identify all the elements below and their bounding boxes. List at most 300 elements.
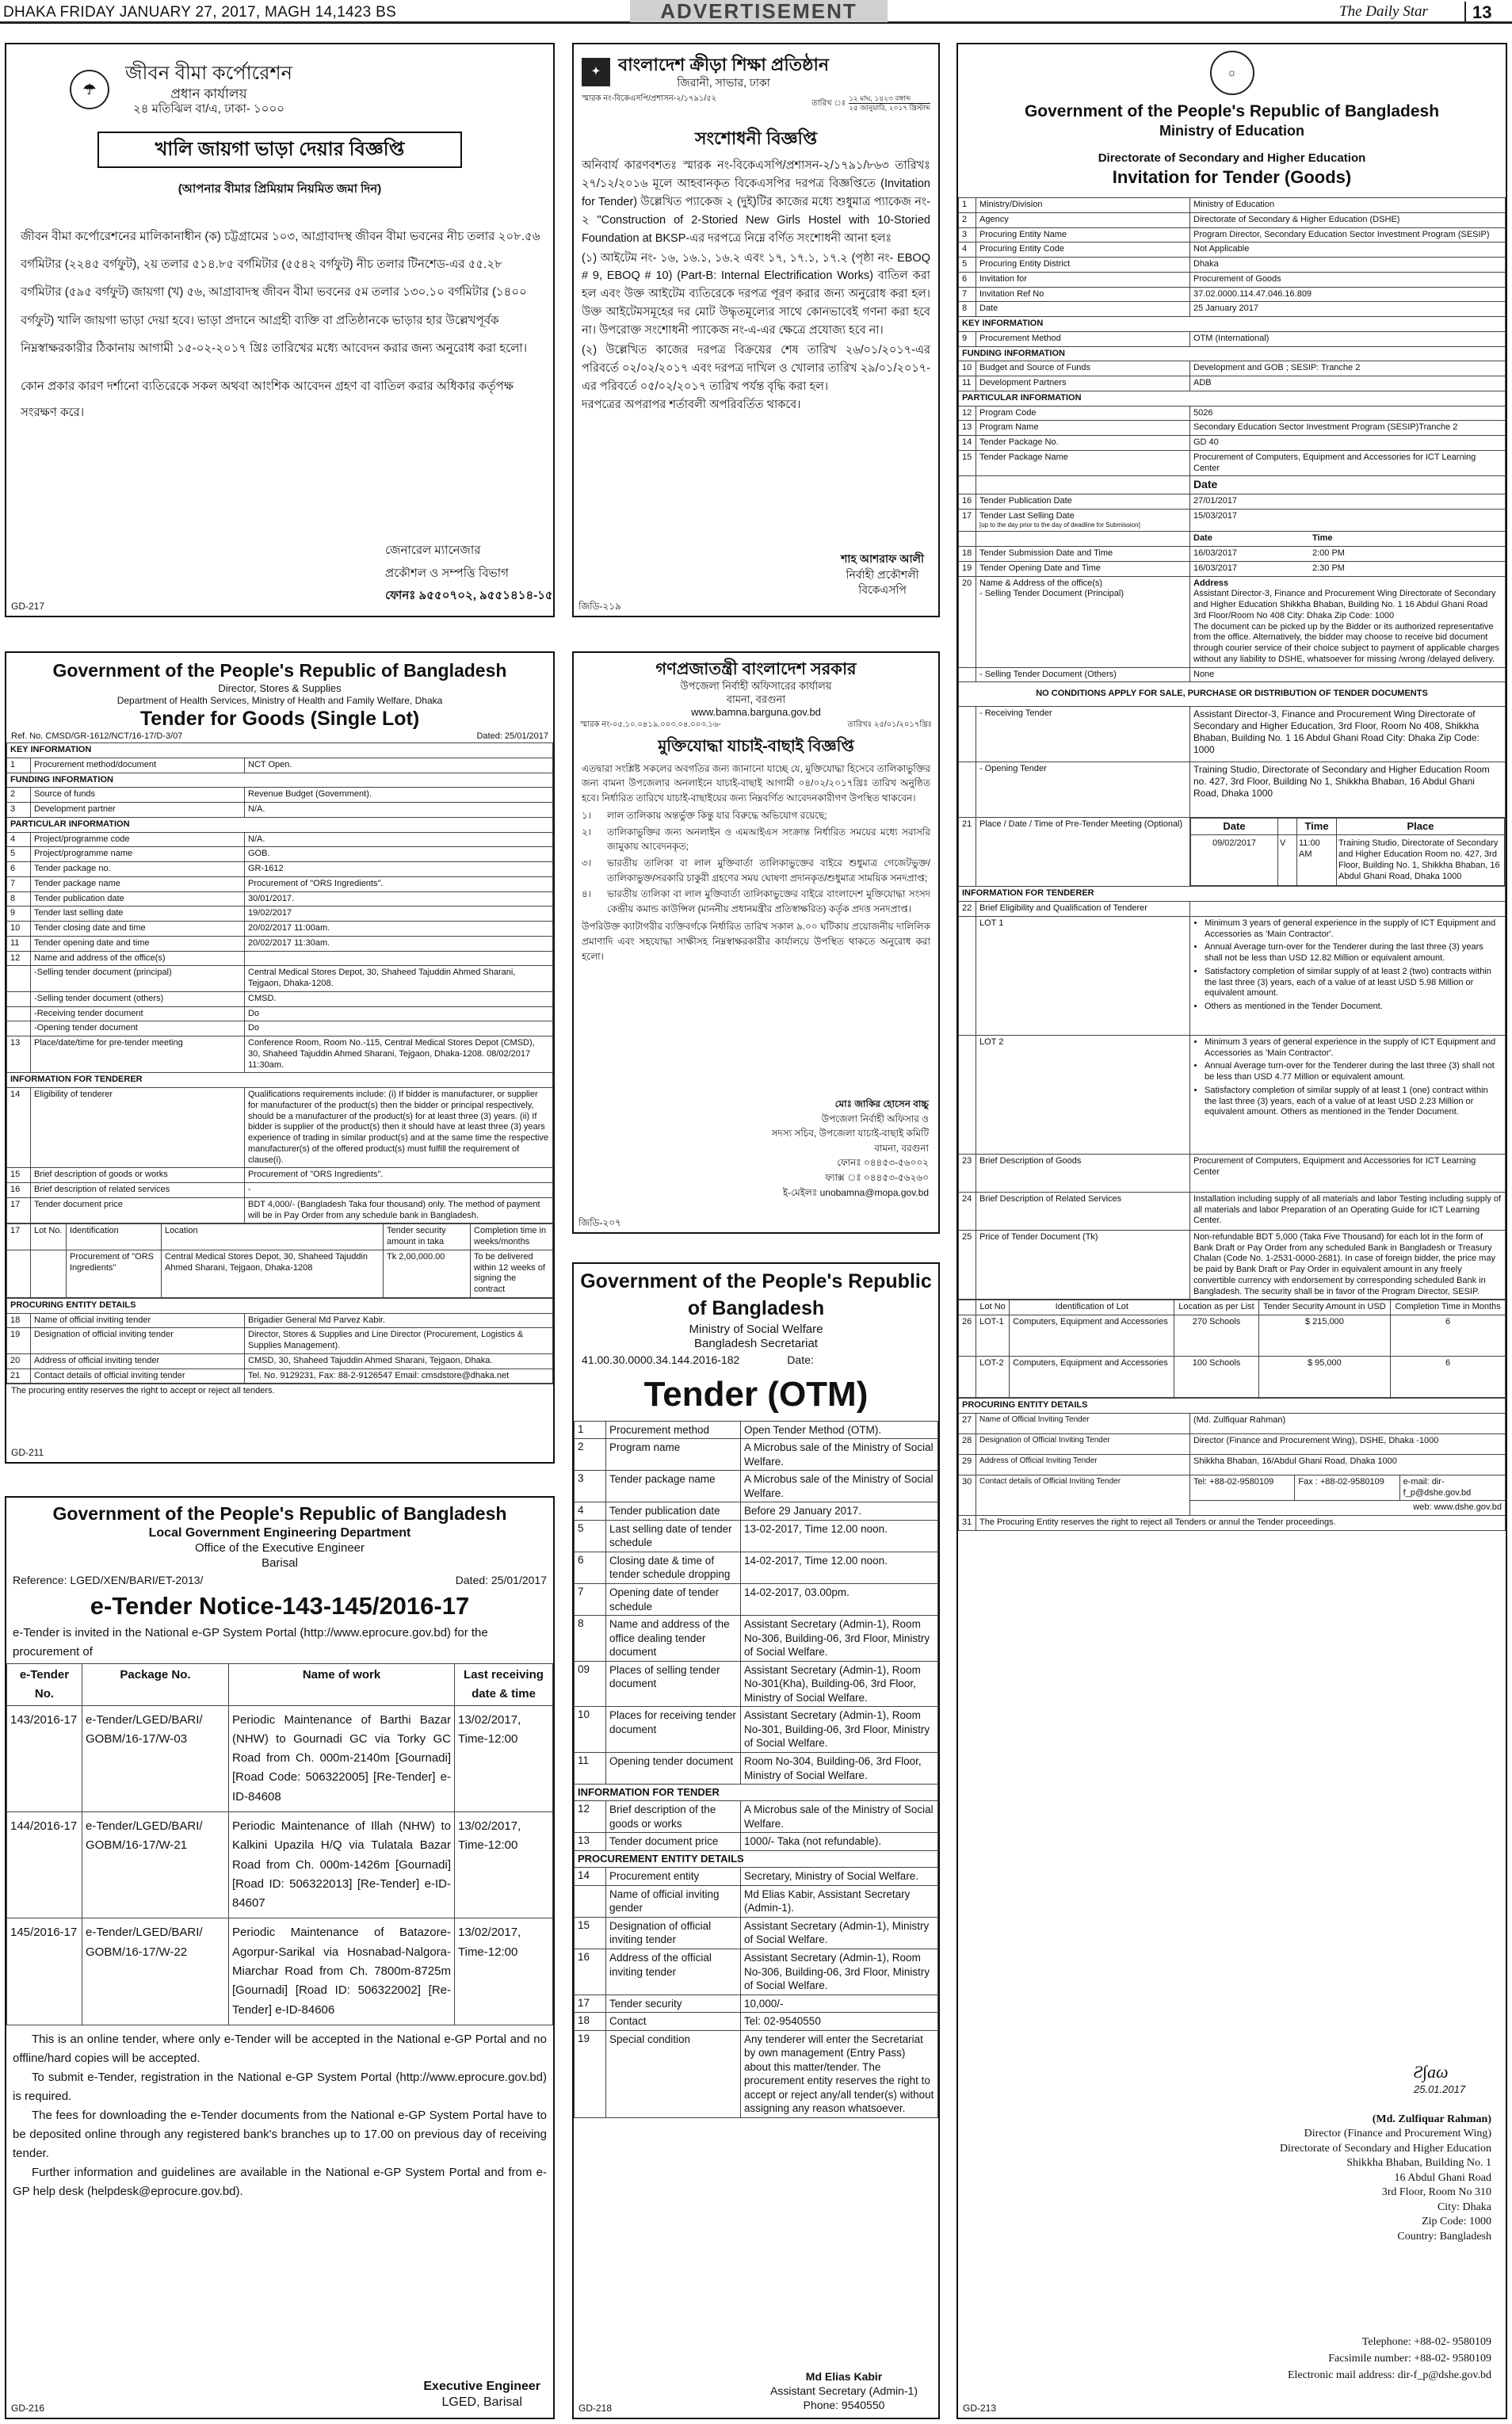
row-number: 8: [959, 302, 976, 317]
dshe-row: [959, 576, 1506, 667]
column-header: Name of work: [229, 1663, 455, 1705]
bar-outro: উপরিউক্ত ক্যাটাগরীর ব্যক্তিবর্গকে নির্ধারিত তারিখ সকাল ৯.০০ ঘটিকায় প্রয়োজনীয় দালিলিক প্রমাণাদি এবং সহযোদ্ধা সাক্ষীসহ নিম্নস্বাক্ষরকারীর কার্যালয়ে উপস্থিত থাকতে অনুরোধ করা হলো।: [582, 921, 930, 962]
cmsd-table-2: [6, 1298, 553, 1384]
row-number: 14: [7, 1088, 31, 1168]
row-value: Director (Finance and Procurement Wing), DSHE, Dhaka -1000: [1190, 1433, 1506, 1454]
dshe-row: [959, 762, 1506, 818]
lged-title: e-Tender Notice-143-145/2016-17: [90, 1591, 470, 1620]
item-text: তালিকাভুক্তির জন্য অনলাইন ও এমআইএস সংক্রান্ত নির্ধারিত সময়ের মধ্যে সরাসরি জামুকায় আবেদনকৃত;: [607, 826, 930, 853]
row-number: 8: [7, 891, 31, 907]
bksp-logo-icon: ✦: [582, 58, 610, 86]
section-heading: PARTICULAR INFORMATION: [7, 817, 553, 832]
table-cell: 143/2016-17: [7, 1705, 82, 1811]
bar-gov: গণপ্রজাতন্ত্রী বাংলাদেশ সরকার: [655, 660, 857, 678]
bksp-sign2: নির্বাহী প্রকৌশলী: [846, 567, 919, 581]
table-row: [7, 1168, 553, 1183]
row-value: Open Tender Method (OTM).: [741, 1421, 938, 1439]
row-key: Tender opening date and time: [31, 936, 245, 951]
bar-place: বামনা, বরগুনা: [726, 693, 786, 705]
signatory-line: ই-মেইলঃ unobamna@mopa.gov.bd: [782, 1186, 929, 1198]
dshe-dir: Directorate of Secondary and Higher Education: [1098, 151, 1366, 165]
row-key: Tender package name: [31, 876, 245, 891]
table-cell: 13/02/2017, Time-12:00: [455, 1705, 553, 1811]
bksp-date-label: তারিখ ঃ: [811, 98, 846, 108]
address-value: Assistant Director-3, Finance and Procurement Wing Directorate of Secondary and Higher Education Shikkha Bhaban, Building No. 1 16 Abdul Ghani Road 3rd Floor/Room No 408 City: Dhaka Zip Code: 1000: [1193, 589, 1496, 620]
row-number: 10: [575, 1707, 606, 1753]
row-number: 23: [959, 1154, 976, 1192]
dshe-row: [959, 707, 1506, 762]
lot-label: LOT 2: [976, 1035, 1190, 1154]
cmsd-ref: Ref. No. CMSD/GR-1612/NCT/16-17/D-3/07: [11, 731, 183, 742]
signatory-line: উপজেলা নির্বাহী অফিসার ও: [821, 1113, 929, 1124]
cmsd-dept: Department of Health Services, Ministry of Health and Family Welfare, Dhaka: [116, 695, 443, 706]
row-key: Designation of official inviting tender: [606, 1917, 741, 1949]
row-number: 2: [575, 1439, 606, 1471]
row-number: 18: [959, 547, 976, 562]
row-value: Do: [245, 1006, 553, 1021]
row-number: 21: [7, 1369, 31, 1384]
msw-sign2: Assistant Secretary (Admin-1): [770, 2384, 918, 2398]
table-row: [7, 991, 553, 1006]
dateline: DHAKA FRIDAY JANUARY 27, 2017, MAGH 14,1423 BS: [3, 4, 397, 21]
requirement-item: • Annual Average turn-over for the Tenderer during the last three (3) shall not be less than USD 4.77 Million or equivalent amount.: [1205, 1061, 1502, 1083]
table-cell: e-Tender/LGED/BARI/ GOBM/16-17/W-03: [82, 1705, 229, 1811]
row-key: Designation of official inviting tender: [31, 1328, 245, 1354]
bar-date: তারিখঃ ২৫/০১/২০১৭খ্রিঃ: [847, 720, 932, 729]
signatory-line: Shikkha Bhaban, Building No. 1: [1346, 2157, 1491, 2170]
row-number: [7, 991, 31, 1006]
pretender-header: [1191, 819, 1505, 835]
row-key: Price of Tender Document (Tk): [976, 1230, 1190, 1300]
cmsd-title: Tender for Goods (Single Lot): [139, 708, 420, 730]
row-number: 17: [959, 509, 976, 532]
page-header: [0, 0, 1512, 24]
row-key: Procurement Method: [976, 331, 1190, 346]
section-heading: FUNDING INFORMATION: [7, 773, 553, 788]
dshe-lot-row: [959, 916, 1506, 1035]
row-value: Qualifications requirements include: (i) If bidder is manufacturer, or supplier for manufacturer of the product(s) then the bidder or principal respectively, should be a manufacturer of the product(s) for at least three (3) years. (ii) If bidder is supplier of the product(s) then it should have at least three (3) years experience of trading in similar product(s) and at the same time the respective manufacturer(s) of the offered product(s) must fulfill the requirement of clause(i).: [245, 1088, 553, 1168]
dshe-row: [959, 287, 1506, 302]
row-number: 16: [7, 1183, 31, 1198]
row-value: Room No-304, Building-06, 3rd Floor, Ministry of Social Welfare.: [741, 1752, 938, 1784]
address-note: The document can be picked up by the Bidder or its authorized representative from the office. Alternatively, the bidder may choose to receive bid document through courier service of their choice subject to payment of applicable charges without any liability to DSHE, whatsoever for missing /wrong /delayed delivery.: [1193, 621, 1499, 664]
paragraph: This is an online tender, where only e-Tender will be accepted in the National e-GP Portal and no offline/hard copies will be accepted.: [13, 2032, 547, 2065]
row-number: 11: [959, 376, 976, 391]
dshe-sec-pe: [959, 1399, 1506, 1414]
row-number: 5: [7, 847, 31, 862]
blank-cell: [959, 1035, 976, 1154]
bar-ref: স্মারক নং-০৫.১০.০৪১৯.০০৩.০৪.০০৩.১৬-: [580, 720, 721, 729]
row-key: Address of official inviting tender: [31, 1353, 245, 1369]
dshe-row: [959, 1433, 1506, 1454]
row-value: Director, Stores & Supplies and Line Director (Procurement, Logistics & Supplies Management).: [245, 1328, 553, 1354]
row-key: -Opening tender document: [31, 1021, 245, 1036]
bar-web: www.bamna.barguna.gov.bd: [691, 705, 821, 718]
lot-header: Lot No.: [31, 1224, 67, 1250]
ad-dshe: [956, 43, 1507, 2419]
bksp-title: সংশোধনী বিজ্ঞপ্তি: [694, 128, 818, 148]
table-row: [575, 1752, 938, 1784]
date-subheader: Date: [1193, 533, 1212, 544]
row-value: A Microbus sale of the Ministry of Social Welfare.: [741, 1439, 938, 1471]
dshe-sec-key: [959, 317, 1506, 332]
row-number: 15: [7, 1168, 31, 1183]
row-key: Name and address of the office(s): [31, 951, 245, 966]
row-number: 7: [575, 1583, 606, 1615]
table-row: [7, 788, 553, 803]
blank-cell: [959, 476, 976, 494]
row-number: 5: [575, 1520, 606, 1552]
table-cell: e-Tender/LGED/BARI/ GOBM/16-17/W-21: [82, 1811, 229, 1918]
row-value: Directorate of Secondary & Higher Education (DSHE): [1190, 212, 1506, 227]
lged-dated: Dated: 25/01/2017: [455, 1574, 547, 1587]
time-subheader: Time: [1312, 533, 1333, 544]
lot-header: Identification of Lot: [1010, 1300, 1174, 1315]
dshe-row: [959, 547, 1506, 562]
row-key: [976, 576, 1190, 667]
table-row: [7, 1036, 553, 1073]
row-value: 30/01/2017.: [245, 891, 553, 907]
row-number: 14: [959, 436, 976, 451]
contact-web: web: www.dshe.gov.bd: [1190, 1500, 1505, 1515]
row-value: 20/02/2017 11:00am.: [245, 922, 553, 937]
gov-seal-icon: ☼: [1210, 51, 1254, 95]
place-value: Training Studio, Directorate of Secondary and Higher Education Room no. 427, 3rd Floor, Building No. 1, Shikkha Bhaban, 16 Abdul Ghani Road, Dhaka 1000: [1337, 835, 1505, 886]
row-key: Brief Description of Related Services: [976, 1192, 1190, 1230]
signatory-line: Zip Code: 1000: [1422, 2216, 1491, 2228]
row-number: 19: [7, 1328, 31, 1354]
row-value: 15/03/2017: [1190, 509, 1506, 532]
lot-header: Completion time in weeks/months: [471, 1224, 553, 1250]
row-number: 2: [7, 788, 31, 803]
row-key: Procuring Entity Code: [976, 242, 1190, 258]
pretender-row: [1191, 835, 1505, 886]
table-row: [7, 1328, 553, 1354]
dshe-row: [959, 902, 1506, 917]
jbc-logo-icon: ☂: [70, 70, 109, 109]
bksp-org: বাংলাদেশ ক্রীড়া শিক্ষা প্রতিষ্ঠান: [618, 55, 829, 74]
lot-header: Identification: [67, 1224, 162, 1250]
row-number: 30: [959, 1475, 976, 1515]
row-value: Installation including supply of all materials and labor Testing including supply of all materials and labor Preparation of an Operating Guide for ICT Learning Center.: [1190, 1192, 1506, 1230]
lot-row: [7, 1250, 553, 1297]
msw-ministry: Ministry of Social Welfare: [689, 1322, 823, 1336]
dshe-row: [959, 509, 1506, 532]
dshe-lot-row: [959, 1035, 1506, 1154]
row-number: 5: [959, 258, 976, 273]
section-row: [7, 1298, 553, 1313]
bksp-p2: (১) আইটেম নং- ১৬, ১৬.১, ১৬.২ এবং ১৭, ১৭.১, ১৭.২ (পৃষ্ঠা নং- EBOQ # 9, EBOQ # 10) (Part-B: Internal Electrification Works) বাতিল করা হল এবং উক্ত আইটেম ব্যতিরেকে দরপত্র পূরণ করার জন্য অনুরোধ করা হল। উক্ত আইটেমসমূহের দর মোট উদ্ধৃতমূল্যের সাথে কোনভাবেই গণনা করা হবে না। উপরোক্ত সংশোধনী প্যাকেজ নং-এ-এর ক্ষেত্রে প্রযোজ্য হবে না।: [582, 251, 930, 338]
row-key: Tender document price: [31, 1197, 245, 1223]
lot-row: [959, 1315, 1506, 1357]
table-row: [7, 1705, 553, 1811]
row-number: 31: [959, 1516, 976, 1531]
section-heading: INFORMATION FOR TENDERER: [959, 887, 1506, 902]
table-row: [575, 1995, 938, 2013]
row-number: 2: [959, 212, 976, 227]
lot-cell: Computers, Equipment and Accessories: [1010, 1315, 1174, 1357]
row-number: 1: [7, 758, 31, 773]
row-value: Assistant Secretary (Admin-1), Room No-306, Building-06, 3rd Floor, Ministry of Social Welfare.: [741, 1616, 938, 1662]
table-cell: e-Tender/LGED/BARI/ GOBM/16-17/W-22: [82, 1918, 229, 2025]
row-key: Place/date/time for pre-tender meeting: [31, 1036, 245, 1073]
contact-tel: Tel: +88-02-9580109: [1190, 1475, 1295, 1501]
contact-fax: Fax : +88-02-9580109: [1295, 1475, 1399, 1501]
bar-gd: জিডি-২০৭: [578, 1217, 621, 1228]
table-cell: 144/2016-17: [7, 1811, 82, 1918]
row-number: 1: [575, 1421, 606, 1439]
row-key: Ministry/Division: [976, 198, 1190, 213]
table-row: [7, 1021, 553, 1036]
row-value: NCT Open.: [245, 758, 553, 773]
blank-cell: [959, 667, 976, 682]
row-key: Tender Submission Date and Time: [976, 547, 1190, 562]
bar-office: উপজেলা নির্বাহী অফিসারের কার্যালয়: [680, 680, 832, 693]
row-number: 15: [959, 450, 976, 476]
table-row: [575, 1552, 938, 1583]
row-number: 24: [959, 1192, 976, 1230]
row-value: Procurement of Computers, Equipment and Accessories for ICT Learning Center: [1190, 1154, 1506, 1192]
row-key: Procurement entity: [606, 1868, 741, 1886]
requirement-item: • Minimum 3 years of general experience in the supply of ICT Equipment and Accessories as 'Main Contractor'.: [1205, 918, 1502, 941]
row-value: A Microbus sale of the Ministry of Social Welfare.: [741, 1471, 938, 1502]
ad-barguna: [572, 651, 940, 1234]
row-key: Tender Opening Date and Time: [976, 561, 1190, 576]
row-number: 13: [7, 1036, 31, 1073]
row-value: Conference Room, Room No.-115, Central Medical Stores Depot (CMSD), 30, Shaheed Tajuddin Ahmed Sharani, Tejgaon, Dhaka-1208. 08/02/2017 11:30am.: [245, 1036, 553, 1073]
row-key: Closing date & time of tender schedule dropping: [606, 1552, 741, 1583]
row-value: Shikkha Bhaban, 16/Abdul Ghani Road, Dhaka 1000: [1190, 1454, 1506, 1475]
section-heading: KEY INFORMATION: [7, 743, 553, 758]
row-number: 17: [7, 1197, 31, 1223]
row-value: GD 40: [1190, 436, 1506, 451]
row-key: [976, 509, 1190, 532]
item-text: ভারতীয় তালিকা বা লাল মুক্তিবার্তা তালিকাভুক্তের বাইরে শুধুমাত্র গেজেটভুক্ত/তালিকাভুক্ত/সরকারি চাকুরী গ্রহণের সময় ঘোষণা প্রদানকৃত/শুধুমাত্র সাময়িক সনদপ্রাপ্ত;: [607, 857, 930, 884]
requirement-list: [1193, 1037, 1502, 1118]
newspaper-name: The Daily Star: [1339, 3, 1428, 20]
dshe-title: Invitation for Tender (Goods): [1112, 166, 1352, 187]
cmsd-table: [6, 742, 553, 1223]
dshe-date-header: [959, 476, 1506, 494]
row-number: 27: [959, 1413, 976, 1433]
item-number: ৩।: [582, 857, 592, 869]
table-cell: 13/02/2017, Time-12:00: [455, 1918, 553, 2025]
lot-cell: $ 215,000: [1258, 1315, 1391, 1357]
table-row: [575, 1707, 938, 1753]
blank-cell: [959, 1300, 976, 1315]
table-row: [7, 1811, 553, 1918]
row-key: Address of Official Inviting Tender: [976, 1454, 1190, 1475]
table-row: [575, 1801, 938, 1833]
row-number: 26: [959, 1315, 976, 1357]
jbc-title: খালি জায়গা ভাড়া দেয়ার বিজ্ঞপ্তি: [97, 132, 462, 168]
row-value: [1190, 576, 1506, 667]
dshe-row: [959, 450, 1506, 476]
row-key: Development Partners: [976, 376, 1190, 391]
row-value: 37.02.0000.114.47.046.16.809: [1190, 287, 1506, 302]
table-row: [7, 1088, 553, 1168]
row-key: Brief Description of Goods: [976, 1154, 1190, 1192]
table-row: [7, 1369, 553, 1384]
row-number: 13: [959, 421, 976, 436]
paragraph: Further information and guidelines are available in the National e-GP System Portal and from e-GP help desk (helpdesk@eprocure.gov.bd).: [13, 2165, 547, 2198]
msw-title: Tender (OTM): [643, 1374, 869, 1414]
table-row: [7, 922, 553, 937]
row-value: (Md. Zulfiquar Rahman): [1190, 1413, 1506, 1433]
row-number: 12: [575, 1801, 606, 1833]
row-key: Brief Eligibility and Qualification of Tenderer: [976, 902, 1190, 917]
row-value: CMSD.: [245, 991, 553, 1006]
dshe-lot-table: [958, 1300, 1506, 1398]
row-number: [7, 1021, 31, 1036]
table-row: [575, 1471, 938, 1502]
dshe-pe-table: [958, 1398, 1506, 1531]
ad-lged: [5, 1496, 555, 2419]
contact-line: Telephone: +88-02- 9580109: [1361, 2336, 1491, 2348]
jbc-body2: কোন প্রকার কারণ দর্শানো ব্যতিরেকে সকল অথবা আংশিক আবেদন গ্রহণ বা বাতিল করার অধিকার কর্তৃপক্ষ সংরক্ষণ করে।: [21, 380, 514, 419]
row-value: Procurement of "ORS Ingredients".: [245, 876, 553, 891]
row-key: Tender Package Name: [976, 450, 1190, 476]
table-row: [7, 847, 553, 862]
place-header: Place: [1337, 819, 1505, 835]
dshe-noconds: [959, 682, 1506, 707]
row-key: Name of official inviting gender: [606, 1885, 741, 1917]
dshe-row: [959, 376, 1506, 391]
section-heading: INFORMATION FOR TENDER: [575, 1785, 938, 1801]
signatory-line: Director (Finance and Procurement Wing): [1304, 2128, 1491, 2140]
contact-email: e-mail: dir-f_p@dshe.gov.bd: [1403, 1476, 1472, 1498]
row-value: Any tenderer will enter the Secretariat by own management (Entry Pass) about this matter/tender. The procurement entity reserves the right to accept or reject any/all tender(s) without assigning any reason whatsoever.: [741, 2030, 938, 2117]
no-conditions-note: NO CONDITIONS APPLY FOR SALE, PURCHASE OR DISTRIBUTION OF TENDER DOCUMENTS: [959, 682, 1506, 707]
lot-header: Completion Time in Months: [1391, 1300, 1506, 1315]
row-key: Procurement method/document: [31, 758, 245, 773]
cmsd-lot-table: [6, 1223, 553, 1298]
jbc-sign3: ফোনঃ ৯৫৫০৭০২, ৯৫৫১৪১৪-১৫: [385, 589, 553, 602]
address-header: Address: [1193, 578, 1229, 588]
lged-place: Barisal: [262, 1556, 298, 1570]
table-row: [7, 936, 553, 951]
row-value: 25 January 2017: [1190, 302, 1506, 317]
cmsd-dated: Dated: 25/01/2017: [476, 731, 548, 742]
row-key: Procuring Entity Name: [976, 227, 1190, 242]
dshe-row: [959, 1154, 1506, 1192]
list-item: [582, 887, 930, 916]
dshe-row: [959, 1192, 1506, 1230]
msw-gov: Government of the People's Republic of Bangladesh: [580, 1270, 932, 1319]
row-number: [959, 1357, 976, 1398]
row-value: Dhaka: [1190, 258, 1506, 273]
bksp-p4: দরপত্রের অপরাপর শর্তাবলী অপরিবর্তিত থাকবে।: [582, 398, 801, 411]
blank-cell: [959, 707, 976, 762]
contact-line: Facsimile number: +88-02- 9580109: [1328, 2353, 1491, 2365]
table-cell: Periodic Maintenance of Illah (NHW) to Kalkini Upazila H/Q via Tulatala Bazar Road from Ch. 000m-1426m [Gournadi] [Road ID: 506322013] [Re-Tender] e-ID-84607: [229, 1811, 455, 1918]
lged-sign2: LGED, Barisal: [441, 2395, 522, 2409]
row-number: 11: [7, 936, 31, 951]
row-key: -Selling tender document (principal): [31, 966, 245, 992]
row-number: 09: [575, 1661, 606, 1707]
lot-cell: Central Medical Stores Depot, 30, Shaheed Tajuddin Ahmed Sharani, Tejgaon, Dhaka-1208: [162, 1250, 384, 1297]
lot-header: Tender security amount in taka: [384, 1224, 471, 1250]
blank-cell: [1278, 819, 1297, 835]
table-row: [7, 876, 553, 891]
jbc-office: প্রধান কার্যালয়: [170, 86, 247, 101]
time-value: 11:00 AM: [1297, 835, 1337, 886]
row-value: [1190, 561, 1506, 576]
row-key: Source of funds: [31, 788, 245, 803]
row-value: Procurement of Computers, Equipment and Accessories for ICT Learning Center: [1190, 450, 1506, 476]
lot-cell: [31, 1250, 67, 1297]
row-key: Tender package name: [606, 1471, 741, 1502]
lged-gov: Government of the People's Republic of Bangladesh: [52, 1503, 507, 1524]
row-value: Revenue Budget (Government).: [245, 788, 553, 803]
row-number: 3: [959, 227, 976, 242]
signatory-line: ফ্যাক্স ঃ ০৪৪৫৩-৫৬২৬০: [825, 1171, 929, 1183]
row-key: Name and address of the office dealing tender document: [606, 1616, 741, 1662]
row-value: Do: [245, 1021, 553, 1036]
row-key-label: Name & Address of the office(s): [979, 578, 1103, 588]
v-mark: V: [1278, 835, 1297, 886]
ad-jiban-bima: [5, 43, 555, 617]
signatory-line: 3rd Floor, Room No 310: [1381, 2186, 1491, 2199]
dshe-row: [959, 272, 1506, 287]
row-value: Development and GOB ; SESIP: Tranche 2: [1190, 361, 1506, 376]
time-value: 2:00 PM: [1312, 548, 1345, 558]
dshe-row: [959, 1230, 1506, 1300]
lot-cell: LOT-1: [976, 1315, 1010, 1357]
dshe-row: [959, 1454, 1506, 1475]
row-number: 25: [959, 1230, 976, 1300]
lot-header-row: [7, 1224, 553, 1250]
lot-header: Tender Security Amount in USD: [1258, 1300, 1391, 1315]
bksp-gd: জিডি-২১৯: [578, 601, 621, 612]
page-number: 13: [1464, 2, 1491, 24]
table-row: [575, 2030, 938, 2117]
blank-cell: [976, 476, 1190, 494]
lot-header: Location as per List: [1174, 1300, 1258, 1315]
table-cell: Periodic Maintenance of Batazore-Agorpur-Sarikal via Hosnabad-Nalgora-Miarchar Road from Ch. 7800m-8725m [Gournadi] [Road ID: 506322002] [Re-Tender] e-ID-84606: [229, 1918, 455, 2025]
date-value: 16/03/2017: [1193, 563, 1238, 573]
dshe-row: [959, 1475, 1506, 1515]
dshe-signature: Ƨ∫aω: [1414, 2062, 1449, 2082]
row-key: Tender document price: [606, 1833, 741, 1851]
table-row: [575, 1868, 938, 1886]
row-key: Project/programme name: [31, 847, 245, 862]
msw-date: Date:: [787, 1353, 814, 1366]
lot-label: LOT 1: [976, 916, 1190, 1035]
row-value: ADB: [1190, 376, 1506, 391]
row-value: Before 29 January 2017.: [741, 1502, 938, 1521]
table-row: [575, 1616, 938, 1662]
row-value: Brigadier General Md Parvez Kabir.: [245, 1313, 553, 1328]
row-key: Procurement method: [606, 1421, 741, 1439]
signatory-line: Directorate of Secondary and Higher Education: [1279, 2142, 1491, 2155]
row-number: 20: [959, 576, 976, 667]
signatory-line: Country: Bangladesh: [1397, 2230, 1491, 2243]
row-value: Assistant Secretary (Admin-1), Room No-301, Building-06, 3rd Floor, Ministry of Social Welfare.: [741, 1707, 938, 1753]
row-value: [1190, 547, 1506, 562]
lged-ref: Reference: LGED/XEN/BARI/ET-2013/: [13, 1574, 204, 1587]
table-row: [7, 1197, 553, 1223]
table-row: [575, 1949, 938, 1995]
row-number: 16: [575, 1949, 606, 1995]
jbc-address: ২৪ মতিঝিল বা/এ, ঢাকা- ১০০০: [132, 102, 284, 116]
lot-header: 17: [7, 1224, 31, 1250]
lot-cell: $ 95,000: [1258, 1357, 1391, 1398]
bksp-date2: ২৫ জানুয়ারি, ২০১৭ খ্রিস্টাব্দ: [849, 104, 930, 113]
row-key: Eligibility of tenderer: [31, 1088, 245, 1168]
date-value: 16/03/2017: [1193, 548, 1238, 558]
dshe-row: [959, 667, 1506, 682]
